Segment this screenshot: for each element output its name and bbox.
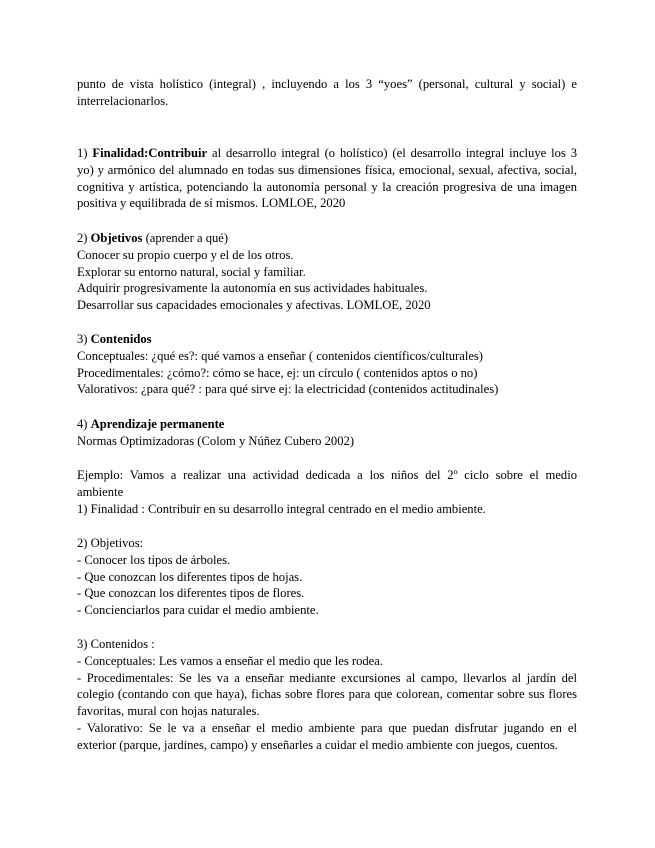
objetivos-number: 2) [77,231,91,245]
contenidos-heading-line [77,331,577,348]
objetivos-section [77,230,577,314]
ejemplo-section [77,467,577,517]
ejemplo-valorativo-line-1: - Valorativo: Se le va a enseñar el medio ambiente para que puedan disfrutar jugando en el [77,720,577,735]
aprendizaje-heading: Aprendizaje permanente [90,417,225,431]
intro-line-1: punto de vista holístico (integral) , incluyendo a los 3 “yoes” (personal, cultural y social) e [77,77,577,91]
ejemplo-valorativo-line-2: exterior (parque, jardines, campo) y enseñarles a cuidar el medio ambiente con juegos, cuentos. [77,737,558,752]
finalidad-number: 1) [77,146,93,160]
ejemplo-objetivos-section [77,535,577,619]
objetivos-item: Desarrollar sus capacidades emocionales y afectivas. LOMLOE, 2020 [77,298,431,313]
finalidad-line-1-text: al desarrollo integral (o holístico) (el desarrollo integral incluye los 3 [207,146,577,160]
ejemplo-objetivos-item: - Que conozcan los diferentes tipos de hojas. [77,569,303,584]
contenidos-section [77,331,577,398]
ejemplo-line-1: Ejemplo: Vamos a realizar una actividad dedicada a los niños del 2º ciclo sobre el medio [77,468,577,482]
aprendizaje-heading-line [77,416,577,433]
objetivos-item: Conocer su propio cuerpo y el de los otros. [77,247,294,262]
finalidad-heading: Finalidad:Contribuir [92,146,208,160]
ejemplo-contenidos-heading: 3) Contenidos : [77,637,155,651]
objetivos-subtitle: (aprender a qué) [142,231,229,245]
finalidad-line-1 [77,145,577,162]
objetivos-heading: Objetivos [90,231,143,245]
aprendizaje-line: Normas Optimizadoras (Colom y Núñez Cubero 2002) [77,433,355,448]
ejemplo-objetivos-item: - Concienciarlos para cuidar el medio ambiente. [77,603,319,618]
ejemplo-contenidos-section [77,636,577,754]
contenidos-item: Conceptuales: ¿qué es?: qué vamos a enseñar ( contenidos científicos/culturales) [77,348,484,363]
contenidos-number: 3) [77,332,91,346]
finalidad-section [77,145,577,212]
ejemplo-line-2: ambiente [77,484,124,499]
finalidad-line-3: cognitiva y artística, potenciando la autonomía personal y la creación progresiva de una imagen [77,179,577,194]
finalidad-line-2: yo) y armónico del alumnado en todas sus dimensiones física, emocional, sexual, afectiva, social, [77,162,577,177]
ejemplo-finalidad: 1) Finalidad : Contribuir en su desarrollo integral centrado en el medio ambiente. [77,501,486,516]
ejemplo-procedimentales-line-3: favoritas, mural con hojas naturales. [77,704,260,719]
ejemplo-objetivos-item: - Conocer los tipos de árboles. [77,552,231,567]
contenidos-item: Valorativos: ¿para qué? : para qué sirve ej: la electricidad (contenidos actitudinales) [77,382,499,397]
ejemplo-objetivos-item: - Que conozcan los diferentes tipos de flores. [77,586,305,601]
aprendizaje-section [77,416,577,450]
objetivos-item: Adquirir progresivamente la autonomía en sus actividades habituales. [77,281,428,296]
finalidad-line-4: positiva y equilibrada de sí mismos. LOMLOE, 2020 [77,196,346,211]
ejemplo-conceptuales: - Conceptuales: Les vamos a enseñar el medio que les rodea. [77,653,383,668]
contenidos-heading: Contenidos [90,332,152,346]
intro-paragraph [77,76,577,110]
ejemplo-procedimentales-line-1: - Procedimentales: Se les va a enseñar mediante excursiones al campo, llevarlos al jardín del [77,670,577,685]
objetivos-item: Explorar su entorno natural, social y familiar. [77,264,306,279]
objetivos-heading-line [77,230,577,247]
intro-line-2: interrelacionarlos. [77,93,169,108]
aprendizaje-number: 4) [77,417,91,431]
ejemplo-objetivos-heading: 2) Objetivos: [77,536,144,550]
ejemplo-procedimentales-line-2: colegio (contando con que haya), fichas sobre flores para que colorean, comentar sobre sus flores [77,687,577,702]
contenidos-item: Procedimentales: ¿cómo?: cómo se hace, ej: un círculo ( contenidos aptos o no) [77,365,478,380]
